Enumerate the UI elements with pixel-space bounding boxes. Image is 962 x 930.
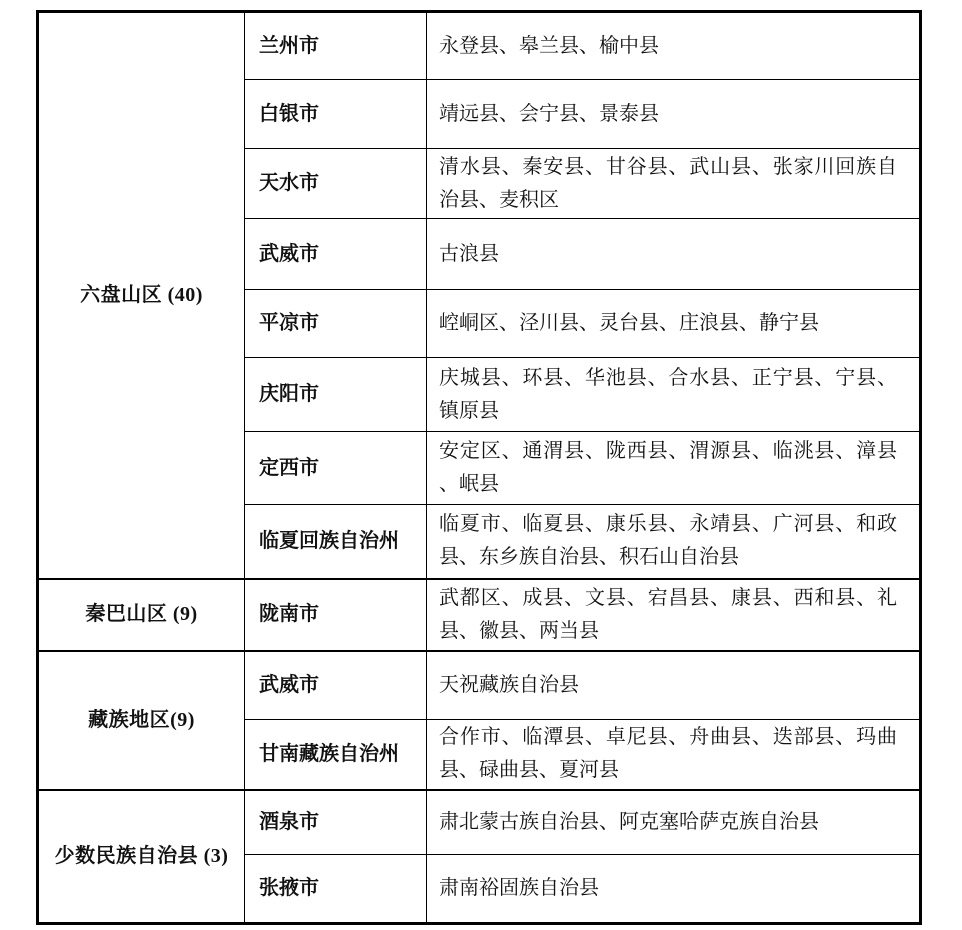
counties-cell: 武都区、成县、文县、宕昌县、康县、西和县、礼县、徽县、两当县 <box>427 579 921 651</box>
region-table <box>36 10 922 925</box>
counties-cell: 庆城县、环县、华池县、合水县、正宁县、宁县、镇原县 <box>427 358 921 432</box>
city-cell: 张掖市 <box>245 855 427 924</box>
city-cell: 兰州市 <box>245 12 427 80</box>
counties-cell: 崆峒区、泾川县、灵台县、庄浪县、静宁县 <box>427 290 921 358</box>
group-cell: 藏族地区(9) <box>38 651 245 790</box>
city-cell: 白银市 <box>245 80 427 149</box>
counties-cell: 古浪县 <box>427 219 921 290</box>
group-cell: 秦巴山区 (9) <box>38 579 245 651</box>
counties-cell: 靖远县、会宁县、景泰县 <box>427 80 921 149</box>
group-cell: 少数民族自治县 (3) <box>38 790 245 924</box>
city-cell: 定西市 <box>245 432 427 505</box>
city-cell: 天水市 <box>245 149 427 219</box>
table-row <box>38 12 921 80</box>
city-cell: 平凉市 <box>245 290 427 358</box>
table-row <box>38 790 921 855</box>
city-cell: 武威市 <box>245 651 427 720</box>
table-row <box>38 651 921 720</box>
counties-cell: 肃北蒙古族自治县、阿克塞哈萨克族自治县 <box>427 790 921 855</box>
city-cell: 甘南藏族自治州 <box>245 720 427 790</box>
city-cell: 酒泉市 <box>245 790 427 855</box>
counties-cell: 肃南裕固族自治县 <box>427 855 921 924</box>
counties-cell: 永登县、皋兰县、榆中县 <box>427 12 921 80</box>
table-row <box>38 579 921 651</box>
counties-cell: 天祝藏族自治县 <box>427 651 921 720</box>
city-cell: 临夏回族自治州 <box>245 505 427 579</box>
counties-cell: 安定区、通渭县、陇西县、渭源县、临洮县、漳县、岷县 <box>427 432 921 505</box>
city-cell: 武威市 <box>245 219 427 290</box>
counties-cell: 清水县、秦安县、甘谷县、武山县、张家川回族自治县、麦积区 <box>427 149 921 219</box>
city-cell: 庆阳市 <box>245 358 427 432</box>
group-cell: 六盘山区 (40) <box>38 12 245 579</box>
counties-cell: 合作市、临潭县、卓尼县、舟曲县、迭部县、玛曲县、碌曲县、夏河县 <box>427 720 921 790</box>
counties-cell: 临夏市、临夏县、康乐县、永靖县、广河县、和政县、东乡族自治县、积石山自治县 <box>427 505 921 579</box>
city-cell: 陇南市 <box>245 579 427 651</box>
